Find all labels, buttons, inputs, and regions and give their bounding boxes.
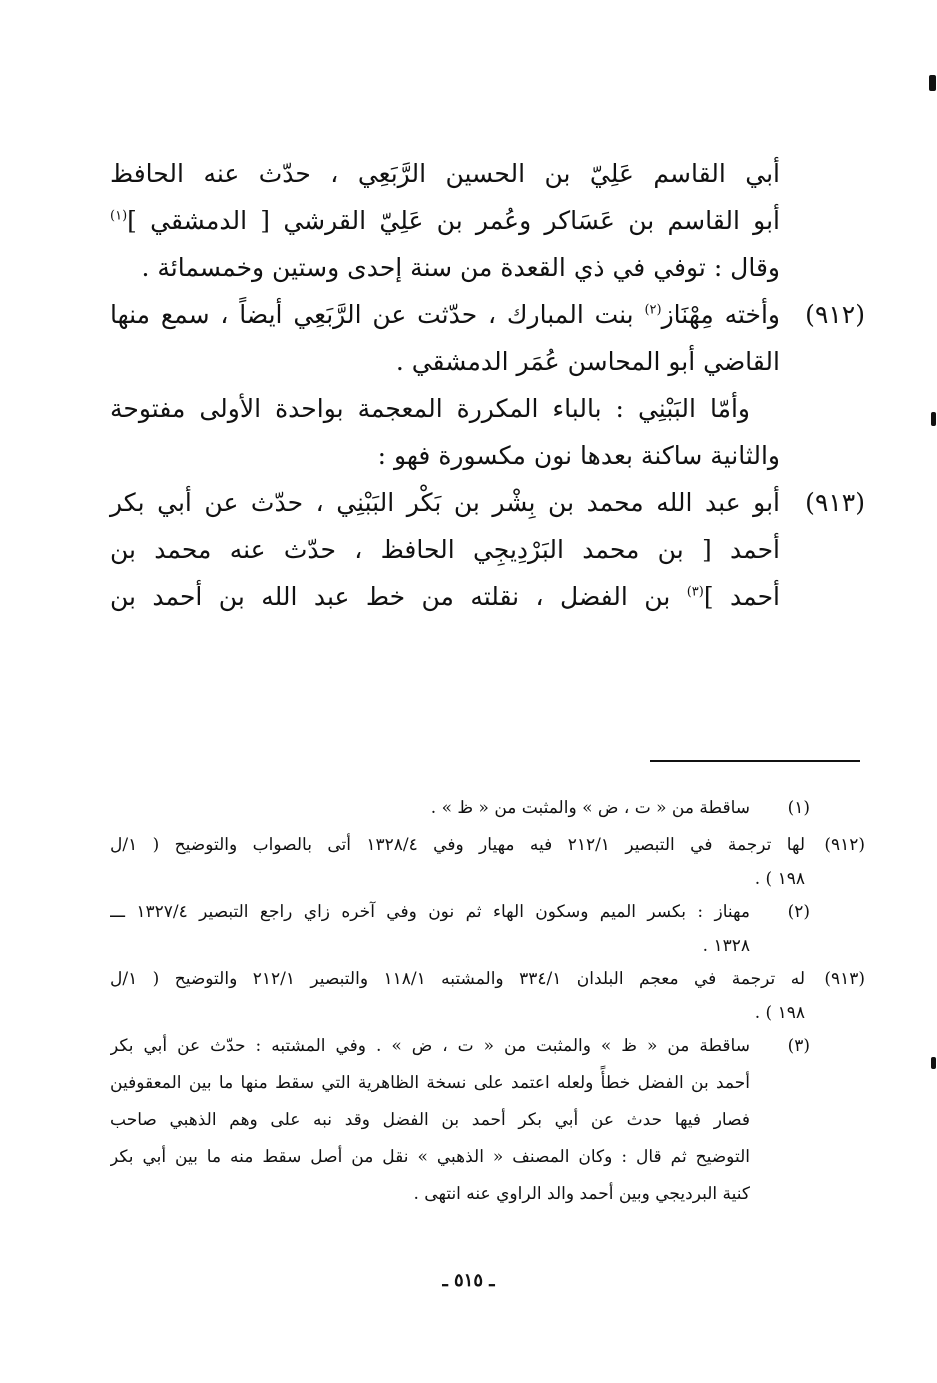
footnotes: [110, 790, 865, 1213]
edge-mark-middle: [931, 412, 936, 426]
footnote-line: كنية البرديجي وبين أحمد والد الراوي عنه انتهى .: [413, 1184, 750, 1204]
footnote-line: [110, 1065, 865, 1102]
footnote-line: ١٩٨ ) .: [754, 1003, 805, 1023]
footnote-number: (٢): [787, 902, 810, 922]
text-span: وأخته مِهْنَاز: [661, 300, 780, 329]
text-span: التوضيح ثم قال : وكان المصنف « الذهبي » نقل من أصل سقط منه ما بين أبي بكر: [110, 1147, 750, 1167]
footnote-line: ١٣٢٨ .: [702, 936, 750, 956]
edge-mark-top: [929, 75, 936, 91]
footnote-number: (١): [787, 798, 810, 818]
page-number: ـ ٥١٥ ـ: [442, 1270, 495, 1291]
entry-text: [110, 291, 780, 338]
footnote-line: [110, 1102, 865, 1139]
text-line: [110, 197, 865, 244]
footnote-text: ساقطة من « ظ » والمثبت من « ت ، ض » . وفي المشتبه : حدّث عن أبي بكر: [110, 1036, 750, 1056]
text-line: [110, 573, 865, 620]
footnote-3: [110, 1028, 865, 1065]
footnote-separator: [650, 760, 860, 762]
footnote-ref-3: (٣): [686, 584, 704, 600]
entry-912: [110, 291, 865, 338]
footnote-text: ساقطة من « ت ، ض » والمثبت من « ظ » .: [430, 798, 750, 818]
text-line: أبي القاسم عَلِيّ بن الحسين الرَّبَعِي ، حدّث عنه الحافظ: [110, 159, 780, 188]
footnote-number: (٩١٣): [824, 969, 865, 989]
footnote-line: ١٩٨ ) .: [754, 869, 805, 889]
footnote-line: [110, 1139, 865, 1176]
text-span: فصار فيها حدث عن أبي بكر أحمد بن الفضل وقد نبه على وهم الذهبي صاحب: [110, 1110, 750, 1130]
text-span: بن الفضل ، نقلته من خط عبد الله بن أحمد بن: [110, 582, 687, 611]
text-line: وقال : توفي في ذي القعدة من سنة إحدى وستين وخمسمائة .: [141, 253, 780, 282]
footnote-text: له ترجمة في معجم البلدان ٣٣٤/١ والمشتبه ١١٨/١ والتبصير ٢١٢/١ والتوضيح ( ١/ل: [110, 969, 806, 989]
footnote-ref-2: (٢): [644, 302, 662, 318]
main-text: [110, 150, 865, 620]
footnote-number: (٩١٢): [824, 835, 865, 855]
entry-913: [110, 479, 865, 526]
text-line: أحمد [ بن محمد البَرْدِيجِي الحافظ ، حدّث عنه محمد بن: [110, 535, 780, 564]
text-span: أحمد ]: [703, 582, 780, 611]
entry-text: أبو عبد الله محمد بن بِشْر بن بَكْر البَبْنِي ، حدّث عن أبي بكر: [110, 488, 780, 517]
text-span: أبو القاسم بن عَسَاكر وعُمر بن عَلِيّ القرشي [ الدمشقي ]: [127, 206, 780, 235]
footnote-2: [110, 894, 865, 931]
footnote-913: [110, 961, 865, 998]
footnote-ref-1: (١): [110, 208, 128, 224]
footnote-912: [110, 827, 865, 864]
text-span: أحمد بن الفضل خطأً ولعله اعتمد على نسخة الظاهرية التي سقط منها ما بين المعقوفين: [110, 1073, 750, 1093]
text-span: بنت المبارك ، حدّثت عن الرَّبَعِي أيضاً ، سمع منها: [110, 300, 645, 329]
footnote-text: لها ترجمة في التبصير ٢١٢/١ فيه مهيار وفي ١٣٢٨/٤ أتى بالصواب والتوضيح ( ١/ل: [110, 835, 805, 855]
text-line: وأمّا البَبْنِي : بالباء المكررة المعجمة بواحدة الأولى مفتوحة: [110, 394, 750, 423]
text-line: والثانية ساكنة بعدها نون مكسورة فهو :: [377, 441, 780, 470]
entry-number: (٩١٢): [805, 300, 865, 329]
footnote-1: [110, 790, 865, 827]
entry-number: (٩١٣): [805, 488, 865, 517]
edge-mark-lower: [931, 1057, 936, 1069]
footnote-text: مهناز : بكسر الميم وسكون الهاء ثم نون وفي آخره زاي راجع التبصير ١٣٢٧/٤ ـــ: [110, 902, 750, 922]
footnote-number: (٣): [787, 1036, 810, 1056]
text-line: القاضي أبو المحاسن عُمَر الدمشقي .: [395, 347, 780, 376]
